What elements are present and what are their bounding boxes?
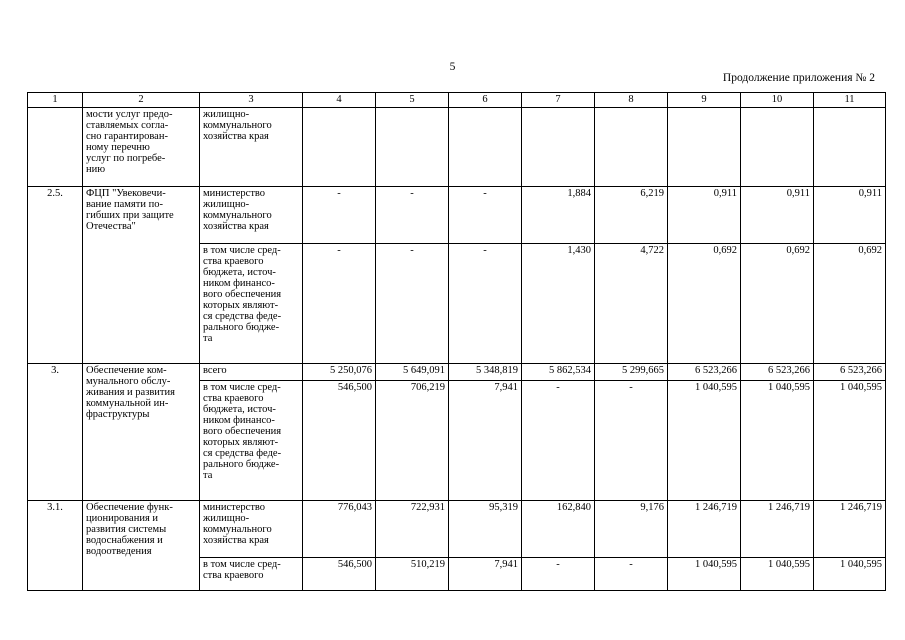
row-value (376, 108, 449, 187)
row-value: 722,931 (376, 501, 449, 558)
row-value: 1 040,595 (668, 381, 741, 501)
row-value: 0,911 (668, 187, 741, 244)
row-value: 0,692 (741, 244, 814, 364)
row-value: 5 250,076 (303, 364, 376, 381)
row-value: 0,911 (741, 187, 814, 244)
row-code: 2.5. (28, 187, 83, 364)
row-value: - (595, 558, 668, 591)
row-value: 6 523,266 (741, 364, 814, 381)
column-header: 9 (668, 93, 741, 108)
row-value: - (449, 244, 522, 364)
column-header: 5 (376, 93, 449, 108)
row-value: - (522, 558, 595, 591)
row-value: 95,319 (449, 501, 522, 558)
row-name: Обеспечение ком- мунального обслу- живания и развития коммунальной ин- фраструктуры (83, 364, 200, 501)
column-header: 7 (522, 93, 595, 108)
row-value: - (303, 244, 376, 364)
row-value (449, 108, 522, 187)
row-value: 4,722 (595, 244, 668, 364)
row-value: 1,430 (522, 244, 595, 364)
row-value: 0,692 (668, 244, 741, 364)
row-value: 1 246,719 (741, 501, 814, 558)
row-funding-source: в том числе сред- ства краевого бюджета, источ- ником финансо- вого обеспечения которых являют- ся средства феде- рального бюдже- та (200, 244, 303, 364)
row-value: 706,219 (376, 381, 449, 501)
column-header: 1 (28, 93, 83, 108)
row-funding-source: министерство жилищно- коммунального хозяйства края (200, 187, 303, 244)
row-value: 1 040,595 (814, 558, 886, 591)
row-funding-source: жилищно- коммунального хозяйства края (200, 108, 303, 187)
row-value: - (303, 187, 376, 244)
row-value (668, 108, 741, 187)
row-value: 1 040,595 (668, 558, 741, 591)
row-value: 7,941 (449, 381, 522, 501)
row-value: 0,911 (814, 187, 886, 244)
column-header: 4 (303, 93, 376, 108)
row-value (741, 108, 814, 187)
row-value: - (522, 381, 595, 501)
row-value: 1 040,595 (814, 381, 886, 501)
row-funding-source: всего (200, 364, 303, 381)
row-value: 1 040,595 (741, 381, 814, 501)
row-name: мости услуг предо- ставляемых согла- сно гарантирован- ному перечню услуг по погребе- нию (83, 108, 200, 187)
row-value: - (376, 244, 449, 364)
row-value (303, 108, 376, 187)
row-value (595, 108, 668, 187)
row-value: 5 299,665 (595, 364, 668, 381)
row-code (28, 108, 83, 187)
row-value: 1 040,595 (741, 558, 814, 591)
row-value: 1,884 (522, 187, 595, 244)
row-name: Обеспечение функ- ционирования и развития системы водоснабжения и водоотведения (83, 501, 200, 591)
row-code: 3.1. (28, 501, 83, 591)
row-funding-source: министерство жилищно- коммунального хозяйства края (200, 501, 303, 558)
table-row (28, 108, 886, 187)
budget-table (27, 92, 886, 591)
row-value: 776,043 (303, 501, 376, 558)
row-value (814, 108, 886, 187)
table-header-row (28, 93, 886, 108)
row-value: 546,500 (303, 381, 376, 501)
row-value: 0,692 (814, 244, 886, 364)
row-value: 1 246,719 (668, 501, 741, 558)
row-funding-source: в том числе сред- ства краевого (200, 558, 303, 591)
row-value: 5 862,534 (522, 364, 595, 381)
row-value: 1 246,719 (814, 501, 886, 558)
row-value: 6 523,266 (668, 364, 741, 381)
row-funding-source: в том числе сред- ства краевого бюджета, источ- ником финансо- вого обеспечения которых являют- ся средства феде- рального бюдже- та (200, 381, 303, 501)
column-header: 10 (741, 93, 814, 108)
row-value: - (376, 187, 449, 244)
column-header: 8 (595, 93, 668, 108)
table-row (28, 364, 886, 381)
table-row (28, 501, 886, 558)
row-code: 3. (28, 364, 83, 501)
column-header: 11 (814, 93, 886, 108)
row-name: ФЦП "Увековечи- вание памяти по- гибших при защите Отечества" (83, 187, 200, 364)
column-header: 6 (449, 93, 522, 108)
column-header: 3 (200, 93, 303, 108)
row-value: 6 523,266 (814, 364, 886, 381)
row-value: 5 348,819 (449, 364, 522, 381)
appendix-title: Продолжение приложения № 2 (722, 72, 875, 84)
row-value (522, 108, 595, 187)
row-value: 5 649,091 (376, 364, 449, 381)
table-row (28, 187, 886, 244)
row-value: 7,941 (449, 558, 522, 591)
column-header: 2 (83, 93, 200, 108)
row-value: 162,840 (522, 501, 595, 558)
page-number: 5 (449, 61, 456, 73)
row-value: 546,500 (303, 558, 376, 591)
row-value: 510,219 (376, 558, 449, 591)
row-value: - (595, 381, 668, 501)
row-value: - (449, 187, 522, 244)
row-value: 9,176 (595, 501, 668, 558)
row-value: 6,219 (595, 187, 668, 244)
